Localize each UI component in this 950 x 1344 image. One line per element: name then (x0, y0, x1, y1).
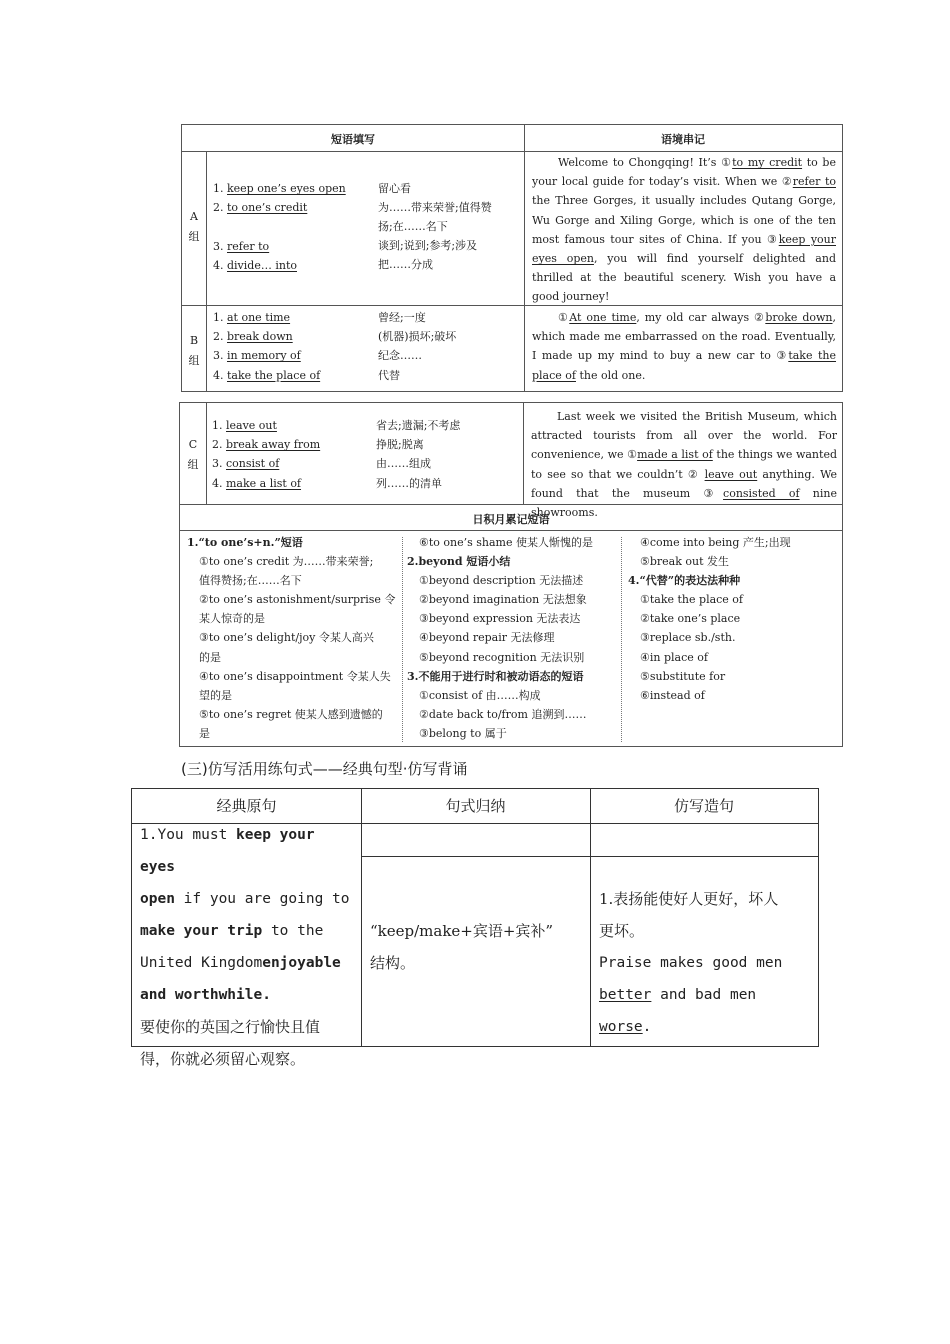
original-sentence: 1.You must keep your eyes open if you are going to make your trip to the United Kingdomenjoyable and worthwhile. 要使你的英国之行愉快且值 得，你就必须留心观察。 (140, 819, 358, 1075)
accum-col-2: ⑥to one’s shame 使某人惭愧的是 2.beyond 短语小结 ①beyond description 无法描述 ②beyond imagination 无法想象 ③beyond expression 无法表达 ④beyond repair 无法修理 ⑤beyond recognition 无法识别 3.不能用于进行时和被动语态的短语 ①consist of 由……构成 ②date back to/from 追溯到…… ③belong to 属于 (407, 536, 593, 740)
group-a-meanings: 留心看 为……带来荣誉;值得赞 扬;在……名下 谈到;说到;参考;涉及 把……分成 (378, 182, 492, 271)
header-pattern: 句式归纳 (445, 797, 506, 815)
pattern-summary: “keep/make+宾语+宾补” 结构。 (370, 922, 554, 972)
accumulation-header: 日积月累记短语 (472, 513, 550, 526)
imitation-sentence: 1.表扬能使好人更好，坏人 更坏。 Praise makes good men better and bad men worse. (599, 890, 783, 1035)
group-b-label: B 组 (188, 334, 200, 367)
group-a-label: A 组 (188, 210, 200, 243)
original-translation: 要使你的英国之行愉快且值 (140, 1018, 321, 1036)
section-title: (三)仿写活用练句式——经典句型·仿写背诵 (181, 760, 468, 778)
group-a-phrases: 1. keep one’s eyes open 2. to one’s credit 3. refer to 4. divide… into (213, 182, 346, 272)
group-c-phrases: 1. leave out 2. break away from 3. consist of 4. make a list of (212, 419, 321, 490)
sentence-pattern-table (131, 788, 819, 1068)
phrase-table-c (179, 402, 843, 747)
group-b-context: ①At one time, my old car always ②broke down, which made me embarrassed on the road. Eventually, I made up my mind to buy a new car to ③take the place of the old one. (532, 311, 837, 382)
phrase-table-ab (181, 124, 843, 392)
phrase: to one’s credit (227, 201, 308, 215)
group-b-phrases: 1. at one time 2. break down 3. in memory of 4. take the place of (213, 311, 321, 382)
accum-col-1: 1.“to one’s+n.”短语 ①to one’s credit 为……带来荣誉; 值得赞扬;在……名下 ②to one’s astonishment/surprise 令 某人惊奇的是 ③to one’s delight/joy 令某人高兴 的是 ④to one’s disappointment 令某人失 望的是 ⑤to one’s regret 使某人感到遗憾的 是 (187, 536, 396, 740)
group-b-meanings: 曾经;一度 (机器)损坏;破坏 纪念…… 代替 (378, 311, 457, 382)
header-imitation: 仿写造句 (673, 797, 734, 815)
phrase: keep one’s eyes open (227, 182, 346, 195)
group-c-label: C 组 (187, 438, 199, 471)
accum-col-3: ④come into being 产生;出现 ⑤break out 发生 4.“代替”的表达法种种 ①take the place of ②take one’s place ③replace sb./sth. ④in place of ⑤substitute for ⑥instead of (628, 536, 791, 702)
header-context: 语境串记 (661, 133, 705, 146)
header-phrase-fill: 短语填写 (331, 133, 375, 146)
phrase: divide… into (227, 258, 297, 272)
group-c-context: Last week we visited the British Museum, which attracted tourists from all over the world. For convenience, we ①made a list of the things we wanted to see so that we couldn’t ② leave out anything. We found that the museum ③consisted of nine showrooms. (531, 410, 838, 520)
phrase: refer to (227, 239, 270, 253)
group-c-meanings: 省去;遗漏;不考虑 挣脱;脱离 由……组成 列……的清单 (376, 419, 461, 490)
group-a-context: Welcome to Chongqing! It’s ①to my credit to be your local guide for today’s visit. When we ②refer to the Three Gorges, it usually includes Qutang Gorge, Wu Gorge and Xiling Gorge, which is one of the ten most famous tour sites of China. If you ③keep your eyes open, you will find yourself delighted and thrilled at the beautiful scenery. Wish you have a good journey! (532, 156, 836, 304)
header-original: 经典原句 (216, 797, 277, 815)
